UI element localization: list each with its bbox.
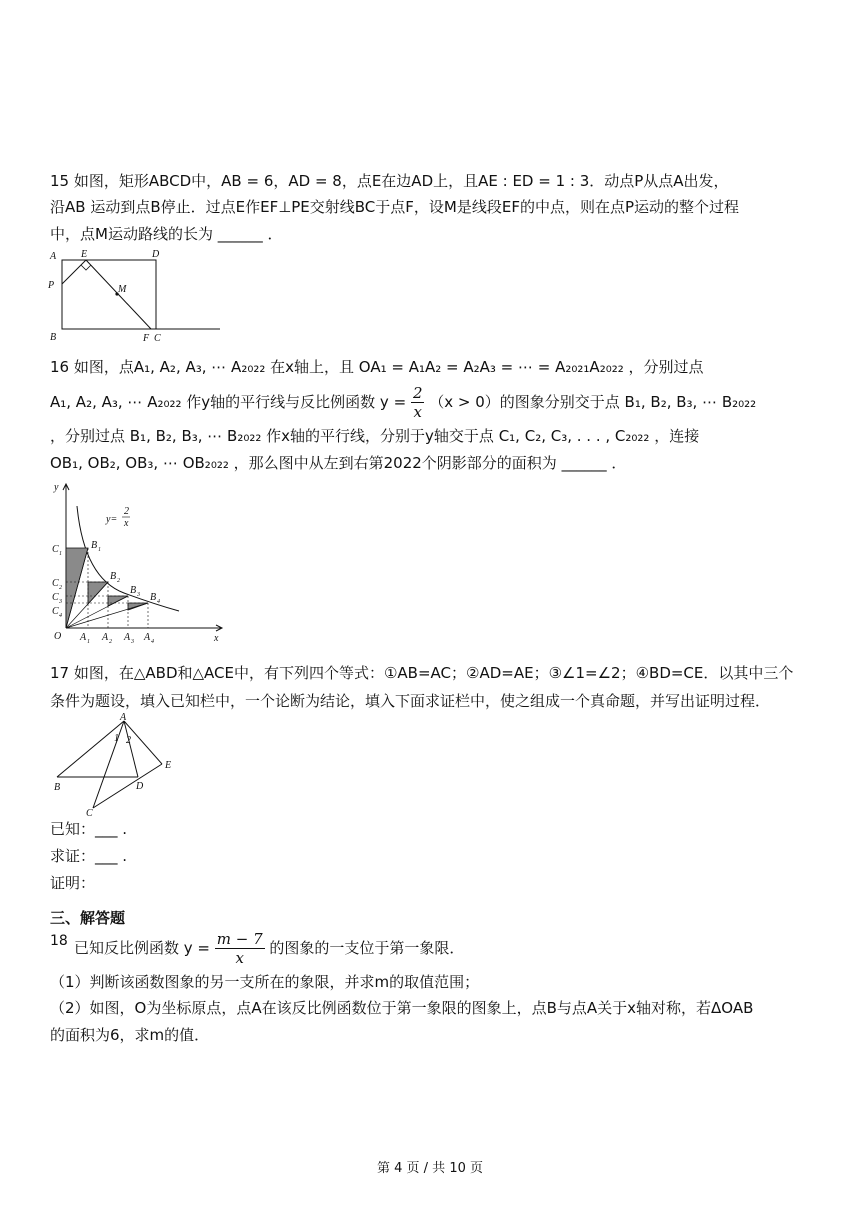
label-c4: C: [52, 606, 59, 617]
q18-part-1: （1）判断该函数图象的另一支所在的象限，并求m的取值范围；: [50, 973, 480, 991]
label-a2: A: [102, 632, 109, 643]
q17-line-1: 17 如图，在△ABD和△ACE中，有下列四个等式：①AB=AC；②AD=AE；③∠1=∠2；④BD=CE．以其中三个: [50, 664, 794, 682]
q18-part-2-line-1: （2）如图，O为坐标原点，点A在该反比例函数位于第一象限的图象上，点B与点A关于x轴对称，若ΔOAB: [50, 999, 754, 1017]
label-angle-2: 2: [126, 735, 131, 746]
segment-ec: [93, 764, 162, 808]
q15-line-2: 沿AB 运动到点B停止．过点E作EF⊥PE交射线BC于点F，设M是线段EF的中点，则在点P运动的整个过程: [50, 198, 740, 216]
svg-text:4: 4: [157, 599, 160, 605]
label-c3: C: [52, 592, 59, 603]
function-label-den: x: [124, 518, 129, 529]
section-heading: 三、解答题: [50, 909, 126, 927]
label-b1: B: [91, 540, 98, 551]
label-c1: C: [52, 544, 59, 555]
label-d: D: [152, 249, 160, 260]
q16-line-2: [50, 384, 756, 424]
label-c2: C: [52, 578, 59, 589]
q18-fraction: [215, 930, 265, 967]
svg-text:2: 2: [117, 578, 120, 584]
label-c: C: [86, 808, 93, 819]
q16-line-4: OB₁, OB₂, OB₃, ⋯ OB₂₀₂₂ ，那么图中从左到右第2022个阴影部分的面积为 ______ ．: [50, 454, 627, 472]
label-c: C: [154, 333, 161, 344]
svg-text:3: 3: [131, 639, 134, 645]
svg-text:4: 4: [151, 639, 154, 645]
label-a4: A: [144, 632, 151, 643]
q18-frac-den: x: [235, 949, 244, 967]
page-footer: 第 4 页 / 共 10 页: [377, 1161, 483, 1176]
q15-line-1: 15 如图，矩形ABCD中，AB = 6，AD = 8，点E在边AD上，且AE : ED = 1 : 3．动点P从点A出发，: [50, 172, 729, 190]
q16-line-2-end: （x > 0）的图象分别交于点 B₁, B₂, B₃, ⋯ B₂₀₂₂: [429, 393, 757, 411]
label-m: M: [118, 284, 127, 295]
q16-hyperbola-figure: [44, 478, 234, 648]
label-b3: B: [130, 585, 137, 596]
svg-text:4: 4: [59, 613, 62, 619]
label-origin: O: [54, 631, 62, 642]
q16-line-3: ，分别过点 B₁, B₂, B₃, ⋯ B₂₀₂₂ 作x轴的平行线，分别于y轴交于点 C₁, C₂, C₃, . . . , C₂₀₂₂ ，连接: [50, 427, 700, 445]
label-x-axis: x: [214, 633, 219, 644]
function-label: y=: [106, 514, 118, 525]
svg-text:1: 1: [59, 551, 62, 557]
label-a: A: [50, 251, 57, 262]
q17-prove: 求证：___ .: [50, 847, 128, 865]
q16-fraction: [411, 384, 425, 421]
label-b2: B: [110, 571, 117, 582]
svg-text:2: 2: [109, 639, 112, 645]
svg-text:3: 3: [137, 592, 140, 598]
q15-line-3: 中，点M运动路线的长为 ______ ．: [50, 225, 283, 243]
svg-text:1: 1: [87, 639, 90, 645]
label-d: D: [136, 781, 144, 792]
q18-number: 18: [50, 933, 68, 949]
q18-frac-num: m − 7: [216, 930, 263, 948]
q16-frac-num: 2: [412, 384, 423, 402]
q18-line-1-start: 已知反比例函数 y =: [74, 939, 210, 957]
q15-rectangle-figure: [44, 248, 224, 344]
q17-known: 已知：___ .: [50, 820, 128, 838]
function-label-num: 2: [124, 506, 129, 517]
label-y-axis: y: [54, 482, 59, 493]
q16-frac-den: x: [413, 403, 422, 421]
q17-proof: 证明：: [50, 874, 96, 892]
label-p: P: [48, 280, 55, 291]
q17-triangle-figure: [44, 712, 184, 820]
label-a: A: [120, 712, 127, 723]
q18-line-1: [74, 930, 464, 974]
label-b4: B: [150, 592, 157, 603]
label-e: E: [81, 249, 88, 260]
right-angle-mark: [81, 265, 91, 270]
svg-text:2: 2: [59, 585, 62, 591]
svg-text:1: 1: [98, 547, 101, 553]
q18-line-1-end: 的图象的一支位于第一象限．: [269, 939, 465, 957]
svg-text:3: 3: [59, 599, 62, 605]
label-f: F: [143, 333, 150, 344]
q17-line-2: 条件为题设，填入已知栏中，一个论断为结论，填入下面求证栏中，使之组成一个真命题，并写出证明过程．: [50, 692, 771, 710]
segment-pe: [62, 260, 86, 284]
label-a1: A: [80, 632, 87, 643]
label-e: E: [165, 760, 172, 771]
q16-line-2-start: A₁, A₂, A₃, ⋯ A₂₀₂₂ 作y轴的平行线与反比例函数 y =: [50, 393, 407, 411]
label-b: B: [50, 332, 57, 343]
q18-part-2-line-2: 的面积为6，求m的值．: [50, 1026, 210, 1044]
q16-line-1: 16 如图，点A₁, A₂, A₃, ⋯ A₂₀₂₂ 在x轴上，且 OA₁ = A₁A₂ = A₂A₃ = ⋯ = A₂₀₂₁A₂₀₂₂ ，分别过点: [50, 358, 704, 376]
label-a3: A: [124, 632, 131, 643]
label-angle-1: 1: [114, 733, 119, 744]
label-b: B: [54, 782, 61, 793]
